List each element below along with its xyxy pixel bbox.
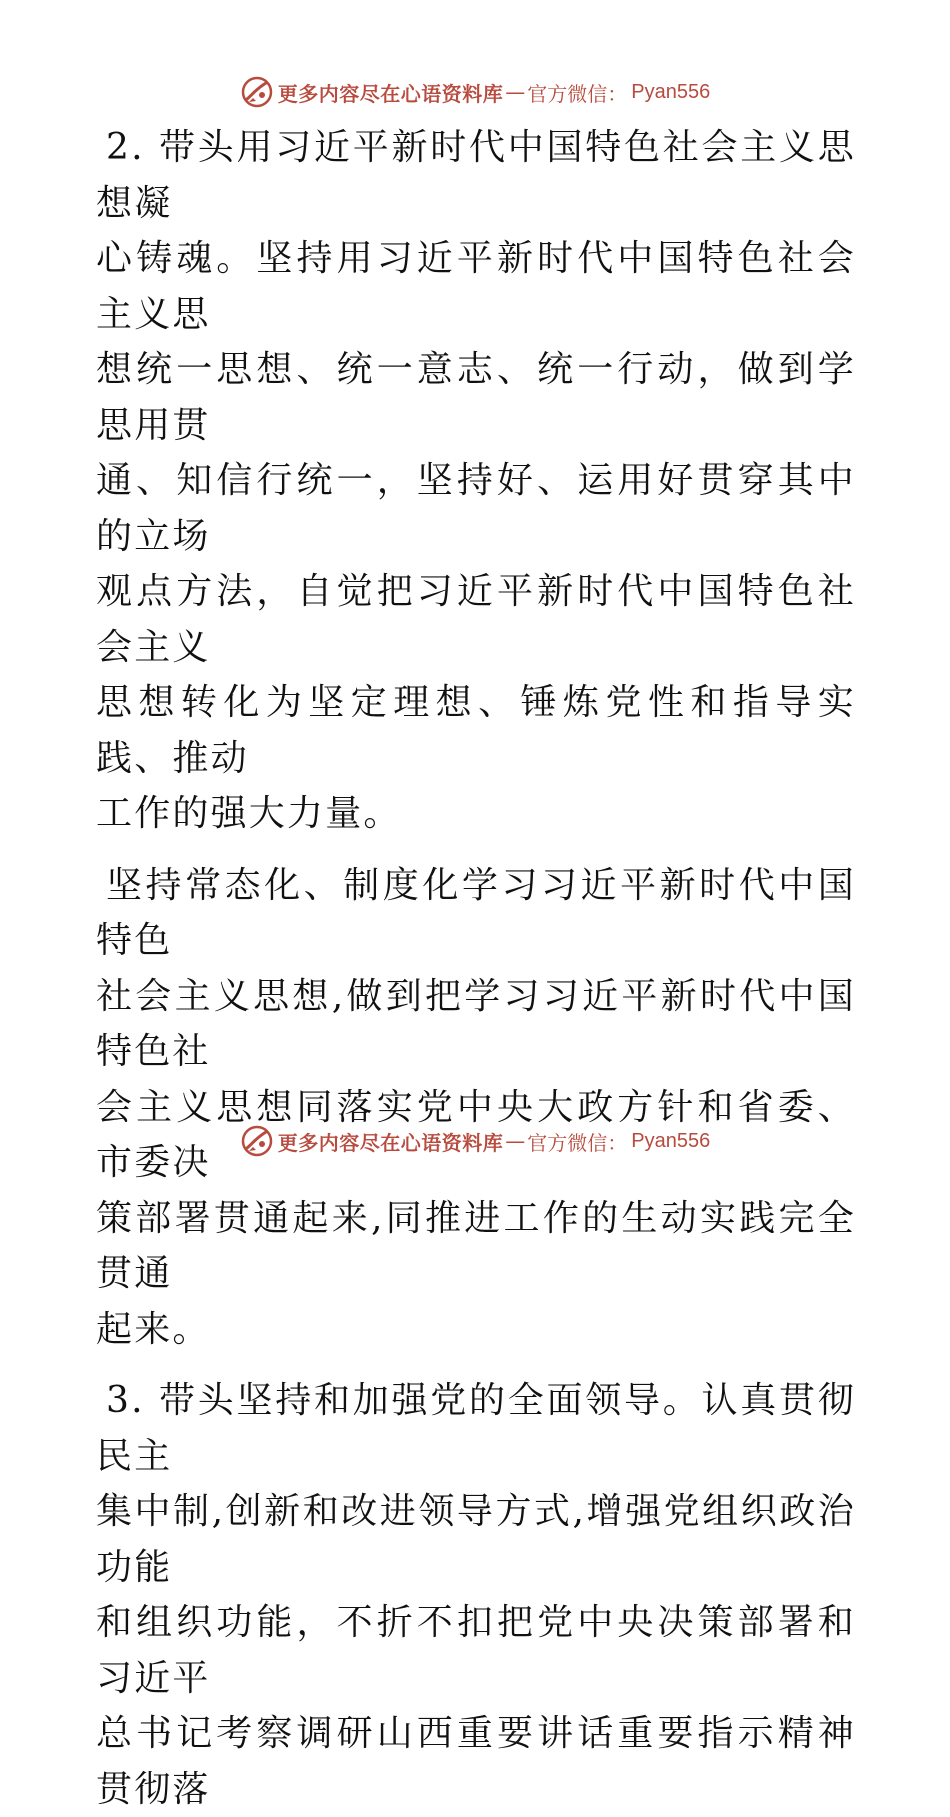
paragraph-line: 集中制,创新和改进领导方式,增强党组织政治功能 — [96, 1491, 856, 1588]
paragraph-line: 2. 带头用习近平新时代中国特色社会主义思想凝 — [96, 127, 856, 224]
paragraph — [96, 858, 856, 1358]
banner-site-text: 更多内容尽在心语资料库 — [277, 1130, 504, 1155]
paragraph-line: 策部署贯通起来,同推进工作的生动实践完全贯通 — [96, 1197, 856, 1294]
document-body — [96, 120, 856, 1817]
paragraph-line: 起来。 — [96, 1308, 211, 1350]
banner-wechat-handle: Pyan556 — [631, 1129, 711, 1152]
banner-wechat-label: 官方微信： — [527, 81, 628, 106]
paragraph-line: 观点方法，自觉把习近平新时代中国特色社会主义 — [96, 571, 856, 668]
paragraph-line: 思想转化为坚定理想、锤炼党性和指导实践、推动 — [96, 682, 856, 779]
paragraph-line: 社会主义思想,做到把学习习近平新时代中国特色社 — [96, 975, 856, 1072]
paragraph-line: 心铸魂。坚持用习近平新时代中国特色社会主义思 — [96, 238, 856, 335]
pen-logo-icon — [240, 1124, 274, 1158]
banner-wechat-label: 官方微信： — [527, 1130, 628, 1155]
paragraph-line: 会主义思想同落实党中央大政方针和省委、市委决 — [96, 1086, 856, 1183]
paragraph-line: 坚持常态化、制度化学习习近平新时代中国特色 — [96, 864, 856, 961]
banner-dash: — — [505, 80, 526, 104]
paragraph — [96, 1373, 856, 1817]
header-banner — [0, 72, 950, 112]
paragraph-line: 工作的强大力量。 — [96, 793, 402, 834]
paragraph-line: 想统一思想、统一意志、统一行动，做到学思用贯 — [96, 349, 856, 446]
paragraph-line: 总书记考察调研山西重要讲话重要指示精神贯彻落 — [96, 1713, 856, 1810]
paragraph — [96, 120, 856, 842]
paragraph-line: 3. 带头坚持和加强党的全面领导。认真贯彻民主 — [96, 1380, 856, 1477]
paragraph-line: 和组织功能，不折不扣把党中央决策部署和习近平 — [96, 1602, 856, 1699]
banner-site-text: 更多内容尽在心语资料库 — [277, 81, 504, 106]
paragraph-line: 通、知信行统一，坚持好、运用好贯穿其中的立场 — [96, 460, 856, 557]
banner-wechat-handle: Pyan556 — [631, 80, 711, 103]
footer-banner — [0, 1121, 950, 1161]
pen-logo-icon — [240, 75, 274, 109]
banner-dash: — — [505, 1129, 526, 1153]
